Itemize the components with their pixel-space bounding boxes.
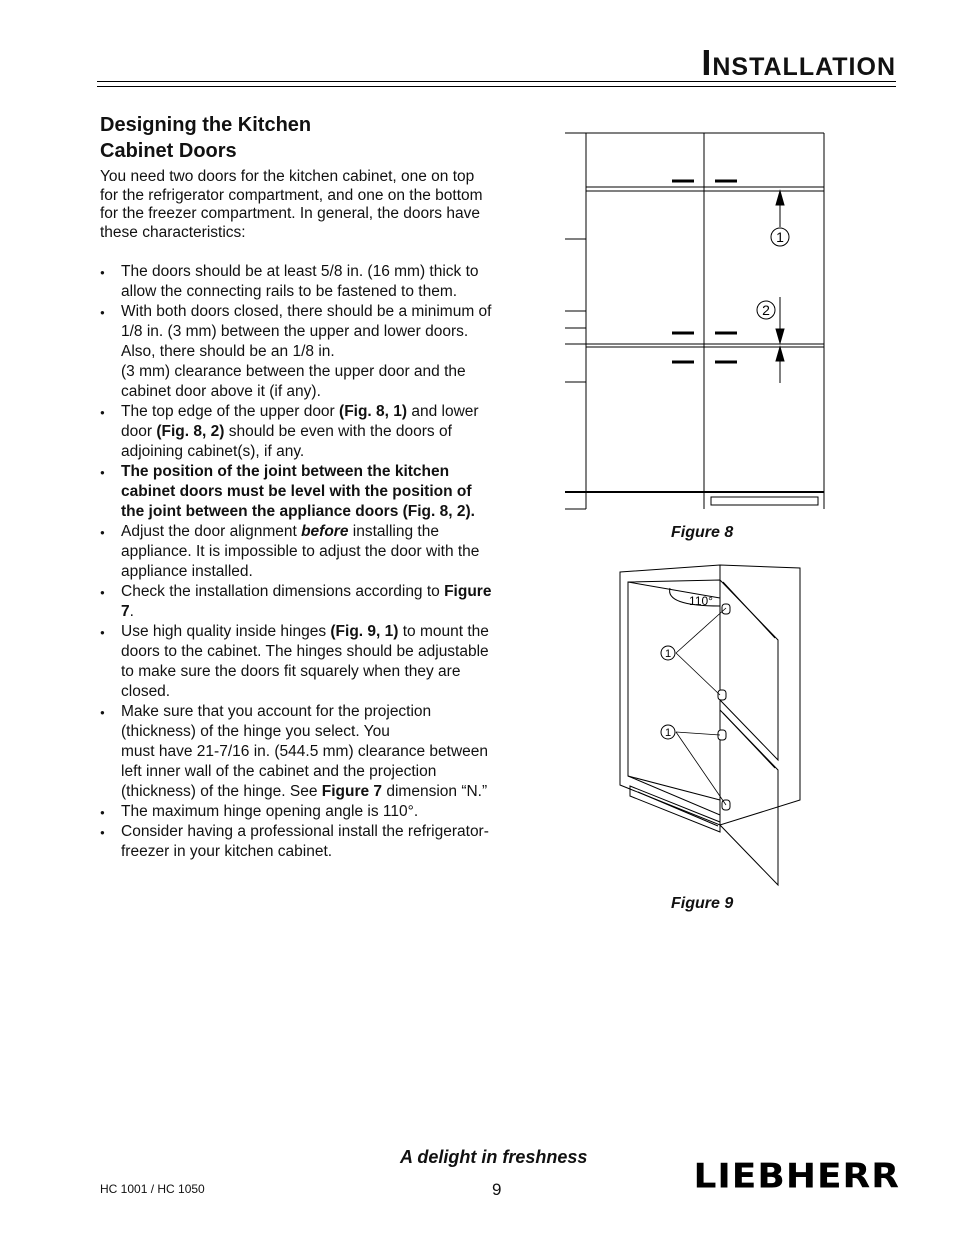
list-item: ● With both doors closed, there should be a minimum of 1/8 in. (3 mm) between the upper and lower doors. Also, there should be an 1/8 in. (3 mm) clearance between the upper door and the cabinet door above it (if any). <box>100 302 492 402</box>
figure-8-caption: Figure 8 <box>671 524 734 541</box>
model-number: HC 1001 / HC 1050 <box>100 1182 205 1196</box>
list-item: ● The doors should be at least 5/8 in. (16 mm) thick to allow the connecting rails to be fastened to them. <box>100 262 492 302</box>
brand-logo: LIEBHERR <box>693 1157 900 1196</box>
header-rule-top <box>97 81 896 82</box>
callout-label: 1 <box>664 648 672 660</box>
figure-8-diagram <box>555 125 835 517</box>
list-item: ● Consider having a professional install the refrigerator-freezer in your kitchen cabinet. <box>100 822 492 862</box>
list-item: ● Adjust the door alignment before installing the appliance. It is impossible to adjust the door with the appliance installed. <box>100 522 492 582</box>
angle-label: 110° <box>689 594 713 608</box>
list-item: ● The maximum hinge opening angle is 110°. <box>100 802 492 822</box>
list-item: ● Make sure that you account for the projection (thickness) of the hinge you select. You must have 21-7/16 in. (544.5 mm) clearance between left inner wall of the cabinet and the projection (thickness) of the hinge. See Figure 7 dimension “N.” <box>100 702 492 802</box>
page-title: INSTALLATION <box>701 42 896 83</box>
text-column <box>100 112 492 862</box>
callout-label: 2 <box>762 302 770 318</box>
tagline: A delight in freshness <box>400 1147 588 1167</box>
list-item: ● The top edge of the upper door (Fig. 8, 1) and lower door (Fig. 8, 2) should be even with the doors of adjoining cabinet(s), if any. <box>100 402 492 462</box>
figure-9-caption: Figure 9 <box>671 895 734 912</box>
list-item: ● Check the installation dimensions according to Figure 7. <box>100 582 492 622</box>
section-heading: Designing the Kitchen Cabinet Doors <box>100 114 312 162</box>
callout-label: 1 <box>776 229 784 245</box>
figure-9-diagram <box>610 560 820 895</box>
list-item: ● The position of the joint between the kitchen cabinet doors must be level with the position of the joint between the appliance doors (Fig. 8, 2). <box>100 462 492 522</box>
characteristics-list <box>100 262 492 862</box>
callout-label: 1 <box>664 727 672 739</box>
list-item: ● Use high quality inside hinges (Fig. 9, 1) to mount the doors to the cabinet. The hinges should be adjustable to make sure the doors fit squarely when they are closed. <box>100 622 492 702</box>
page-number: 9 <box>492 1180 502 1199</box>
header-rule-bottom <box>97 86 896 87</box>
intro-paragraph: You need two doors for the kitchen cabinet, one on top for the refrigerator compartment, and one on the bottom for the freezer compartment. In general, the doors have these characteristics: <box>100 168 483 241</box>
